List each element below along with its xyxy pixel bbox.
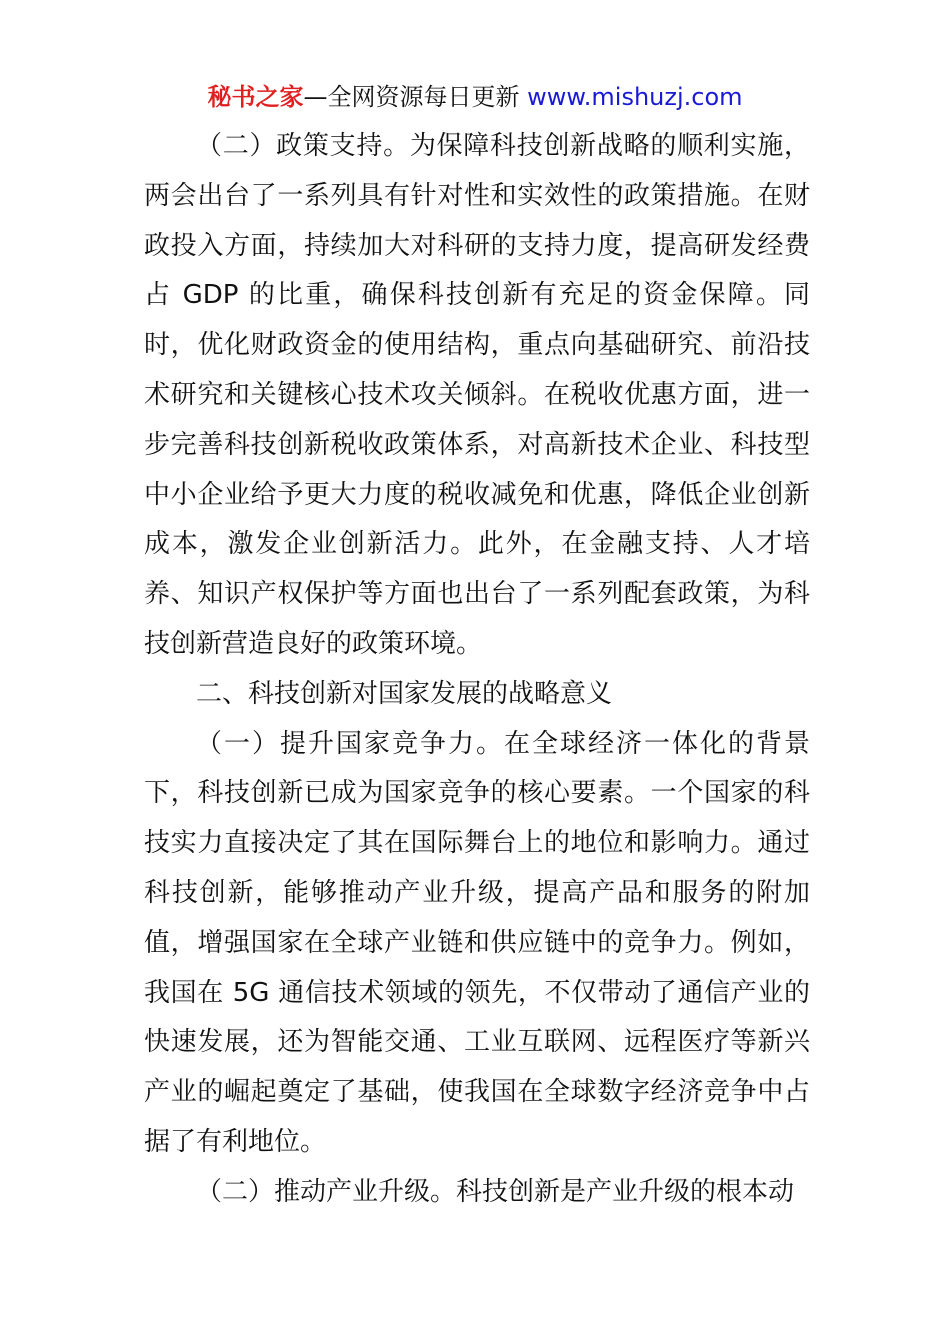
paragraph-competitiveness: （一）提升国家竞争力。在全球经济一体化的背景下，科技创新已成为国家竞争的核心要素。一个国家的科技实力直接决定了其在国际舞台上的地位和影响力。通过科技创新，能够推动产业升级，提高产品和服务的附加值，增强国家在全球产业链和供应链中的竞争力。例如，我国在 5G 通信技术领域的领先，不仅带动了通信产业的快速发展，还为智能交通、工业互联网、远程医疗等新兴产业的崛起奠定了基础，使我国在全球数字经济竞争中占据了有利地位。 bbox=[144, 728, 810, 1157]
paragraph-industry-upgrade: （二）推动产业升级。科技创新是产业升级的根本动 bbox=[196, 1176, 795, 1207]
paragraph-policy-support: （二）政策支持。为保障科技创新战略的顺利实施，两会出台了一系列具有针对性和实效性的政策措施。在财政投入方面，持续加大对科研的支持力度，提高研发经费占 GDP 的比重，确保科技创新有充足的资金保障。同时，优化财政资金的使用结构，重点向基础研究、前沿技术研究和关键核心技术攻关倾斜。在税收优惠方面，进一步完善科技创新税收政策体系，对高新技术企业、科技型中小企业给予更大力度的税收减免和优惠，降低企业创新成本，激发企业创新活力。此外，在金融支持、人才培养、知识产权保护等方面也出台了一系列配套政策，为科技创新营造良好的政策环境。 bbox=[144, 131, 810, 659]
brand-name: 秘书之家 bbox=[207, 83, 304, 111]
header-tagline: —全网资源每日更新 bbox=[303, 83, 528, 111]
page-header bbox=[0, 80, 950, 114]
section-heading: 二、科技创新对国家发展的战略意义 bbox=[196, 678, 613, 709]
site-url[interactable]: www.mishuzj.com bbox=[527, 83, 743, 111]
document-body bbox=[144, 122, 810, 1218]
